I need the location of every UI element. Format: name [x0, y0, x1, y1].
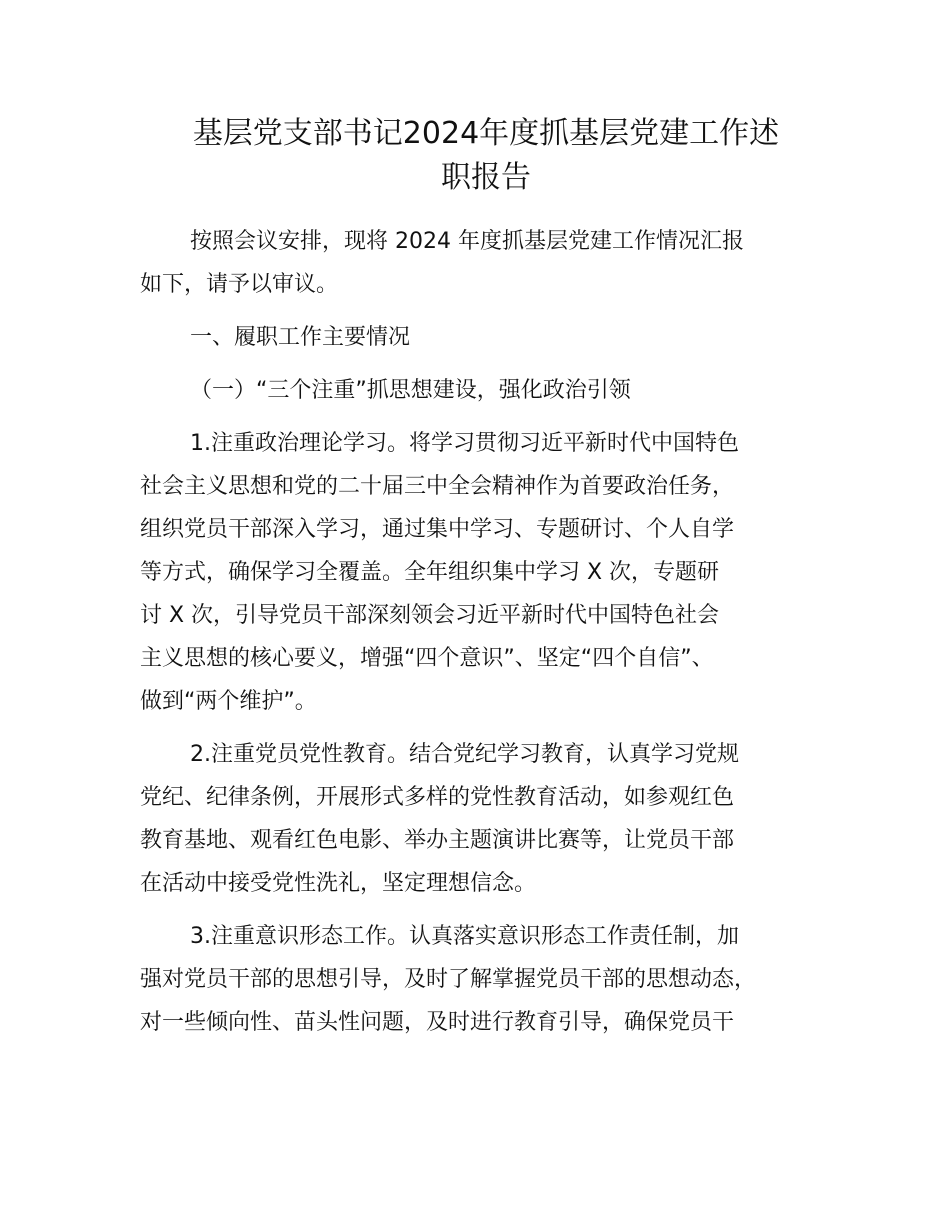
title-line: 职报告	[441, 160, 531, 195]
paragraph-line: 组织党员干部深入学习，通过集中学习、专题研讨、个人自学	[140, 517, 735, 542]
intro-paragraph	[140, 220, 832, 306]
paragraph-line: 讨 X 次，引导党员干部深刻领会习近平新时代中国特色社会	[140, 603, 720, 628]
paragraph-line: 1.注重政治理论学习。将学习贯彻习近平新时代中国特色	[190, 431, 739, 456]
paragraph-line: 在活动中接受党性洗礼，坚定理想信念。	[140, 871, 537, 896]
item-paragraph-1	[140, 422, 832, 723]
paragraph-line: 主义思想的核心要义，增强“四个意识”、坚定“四个自信”、	[140, 646, 714, 671]
title-line: 基层党支部书记2024年度抓基层党建工作述	[192, 116, 780, 151]
item-paragraph-2	[140, 733, 832, 905]
document-page	[140, 112, 832, 1044]
paragraph-line: 教育基地、观看红色电影、举办主题演讲比赛等，让党员干部	[140, 828, 735, 853]
paragraph-line: 对一些倾向性、苗头性问题，及时进行教育引导，确保党员干	[140, 1010, 735, 1035]
paragraph-line: 社会主义思想和党的二十届三中全会精神作为首要政治任务，	[140, 474, 735, 499]
subsection-heading: （一）“三个注重”抓思想建设，强化政治引领	[190, 378, 631, 403]
paragraph-line: 如下，请予以审议。	[140, 272, 339, 297]
paragraph-line: 强对党员干部的思想引导，及时了解掌握党员干部的思想动态，	[140, 967, 757, 992]
document-title	[140, 112, 832, 200]
section-heading: 一、履职工作主要情况	[190, 325, 411, 350]
paragraph-line: 2.注重党员党性教育。结合党纪学习教育，认真学习党规	[190, 742, 739, 767]
item-paragraph-3	[140, 915, 832, 1044]
paragraph-line: 按照会议安排，现将 2024 年度抓基层党建工作情况汇报	[190, 229, 744, 254]
paragraph-line: 3.注重意识形态工作。认真落实意识形态工作责任制，加	[190, 924, 739, 949]
paragraph-line: 等方式，确保学习全覆盖。全年组织集中学习 X 次，专题研	[140, 560, 720, 585]
paragraph-line: 党纪、纪律条例，开展形式多样的党性教育活动，如参观红色	[140, 785, 735, 810]
paragraph-line: 做到“两个维护”。	[140, 689, 317, 714]
